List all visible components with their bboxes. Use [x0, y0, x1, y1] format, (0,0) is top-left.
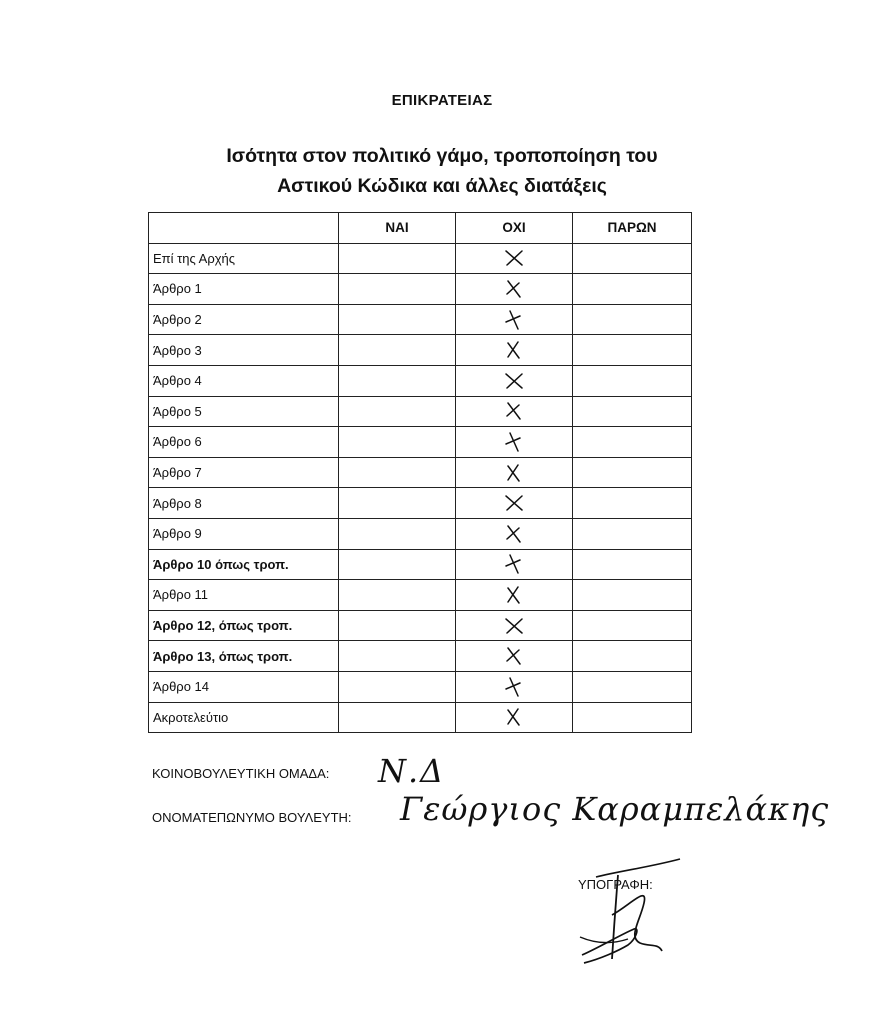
vote-table-row	[149, 610, 692, 641]
vote-present-cell	[573, 304, 692, 335]
handwritten-x-mark-icon	[502, 523, 526, 545]
vote-present-cell	[573, 671, 692, 702]
vote-table-row	[149, 396, 692, 427]
handwritten-x-mark-icon	[502, 584, 526, 606]
vote-no-cell	[456, 243, 573, 274]
row-label: Άρθρο 14	[149, 671, 339, 702]
row-label: Άρθρο 9	[149, 518, 339, 549]
vote-present-cell	[573, 580, 692, 611]
row-label: Άρθρο 13, όπως τροπ.	[149, 641, 339, 672]
handwritten-x-mark-icon	[502, 615, 526, 637]
vote-yes-cell	[339, 549, 456, 580]
row-label: Άρθρο 5	[149, 396, 339, 427]
vote-no-cell	[456, 549, 573, 580]
vote-no-cell	[456, 641, 573, 672]
row-label: Άρθρο 4	[149, 365, 339, 396]
mp-name-label: ΟΝΟΜΑΤΕΠΩΝΥΜΟ ΒΟΥΛΕΥΤΗ:	[152, 810, 352, 825]
vote-yes-cell	[339, 335, 456, 366]
vote-table-row	[149, 457, 692, 488]
row-label: Επί της Αρχής	[149, 243, 339, 274]
vote-table-row	[149, 518, 692, 549]
handwritten-x-mark-icon	[502, 645, 526, 667]
vote-present-cell	[573, 457, 692, 488]
row-label: Άρθρο 3	[149, 335, 339, 366]
handwritten-x-mark-icon	[502, 370, 526, 392]
vote-present-cell	[573, 335, 692, 366]
handwritten-x-mark-icon	[502, 553, 526, 575]
handwritten-x-mark-icon	[502, 492, 526, 514]
vote-present-cell	[573, 396, 692, 427]
vote-present-cell	[573, 549, 692, 580]
vote-no-cell	[456, 427, 573, 458]
vote-present-cell	[573, 610, 692, 641]
vote-table-row	[149, 549, 692, 580]
handwritten-x-mark-icon	[502, 431, 526, 453]
vote-yes-cell	[339, 580, 456, 611]
vote-yes-cell	[339, 457, 456, 488]
vote-table-row	[149, 580, 692, 611]
vote-no-cell	[456, 335, 573, 366]
vote-no-cell	[456, 518, 573, 549]
parliamentary-group-handwritten: Ν.Δ	[378, 752, 446, 790]
vote-table-row	[149, 427, 692, 458]
column-header-label	[149, 213, 339, 244]
vote-table-row	[149, 671, 692, 702]
row-label: Άρθρο 12, όπως τροπ.	[149, 610, 339, 641]
vote-present-cell	[573, 243, 692, 274]
vote-present-cell	[573, 365, 692, 396]
vote-table-row	[149, 335, 692, 366]
vote-no-cell	[456, 488, 573, 519]
vote-present-cell	[573, 641, 692, 672]
vote-no-cell	[456, 274, 573, 305]
vote-no-cell	[456, 702, 573, 733]
row-label: Άρθρο 1	[149, 274, 339, 305]
vote-yes-cell	[339, 702, 456, 733]
vote-no-cell	[456, 457, 573, 488]
row-label: Ακροτελεύτιο	[149, 702, 339, 733]
vote-present-cell	[573, 518, 692, 549]
column-header-no: ΟΧΙ	[456, 213, 573, 244]
vote-no-cell	[456, 304, 573, 335]
vote-present-cell	[573, 702, 692, 733]
column-header-yes: ΝΑΙ	[339, 213, 456, 244]
handwritten-x-mark-icon	[502, 309, 526, 331]
vote-yes-cell	[339, 304, 456, 335]
vote-yes-cell	[339, 671, 456, 702]
vote-no-cell	[456, 671, 573, 702]
vote-table-row	[149, 641, 692, 672]
row-label: Άρθρο 8	[149, 488, 339, 519]
handwritten-x-mark-icon	[502, 706, 526, 728]
vote-table	[148, 212, 692, 733]
handwritten-x-mark-icon	[502, 676, 526, 698]
title-line-2: Αστικού Κώδικα και άλλες διατάξεις	[277, 175, 607, 197]
vote-table-header-row	[149, 213, 692, 244]
handwritten-x-mark-icon	[502, 400, 526, 422]
vote-no-cell	[456, 580, 573, 611]
handwritten-x-mark-icon	[502, 278, 526, 300]
vote-no-cell	[456, 365, 573, 396]
handwritten-x-mark-icon	[502, 462, 526, 484]
parliamentary-group-label: ΚΟΙΝΟΒΟΥΛΕΥΤΙΚΗ ΟΜΑΔΑ:	[152, 766, 330, 781]
title-line-1: Ισότητα στον πολιτικό γάμο, τροποποίηση του	[226, 145, 658, 167]
signature-label: ΥΠΟΓΡΑΦΗ:	[578, 877, 653, 892]
vote-table-row	[149, 274, 692, 305]
vote-yes-cell	[339, 488, 456, 519]
vote-table-row	[149, 702, 692, 733]
row-label: Άρθρο 7	[149, 457, 339, 488]
vote-table-row	[149, 365, 692, 396]
row-label: Άρθρο 6	[149, 427, 339, 458]
vote-present-cell	[573, 274, 692, 305]
vote-no-cell	[456, 396, 573, 427]
vote-yes-cell	[339, 396, 456, 427]
row-label: Άρθρο 11	[149, 580, 339, 611]
vote-yes-cell	[339, 610, 456, 641]
vote-yes-cell	[339, 365, 456, 396]
vote-table-row	[149, 243, 692, 274]
vote-present-cell	[573, 427, 692, 458]
mp-name-handwritten: Γεώργιος Καραμπελάκης	[400, 790, 830, 828]
vote-yes-cell	[339, 274, 456, 305]
row-label: Άρθρο 2	[149, 304, 339, 335]
handwritten-x-mark-icon	[502, 247, 526, 269]
vote-yes-cell	[339, 641, 456, 672]
vote-table-row	[149, 488, 692, 519]
document-title	[0, 141, 884, 201]
column-header-present: ΠΑΡΩΝ	[573, 213, 692, 244]
vote-table-row	[149, 304, 692, 335]
vote-yes-cell	[339, 427, 456, 458]
vote-yes-cell	[339, 518, 456, 549]
signature-image	[570, 855, 690, 970]
handwritten-x-mark-icon	[502, 339, 526, 361]
vote-yes-cell	[339, 243, 456, 274]
document-header: ΕΠΙΚΡΑΤΕΙΑΣ	[391, 92, 493, 109]
vote-no-cell	[456, 610, 573, 641]
row-label: Άρθρο 10 όπως τροπ.	[149, 549, 339, 580]
vote-present-cell	[573, 488, 692, 519]
